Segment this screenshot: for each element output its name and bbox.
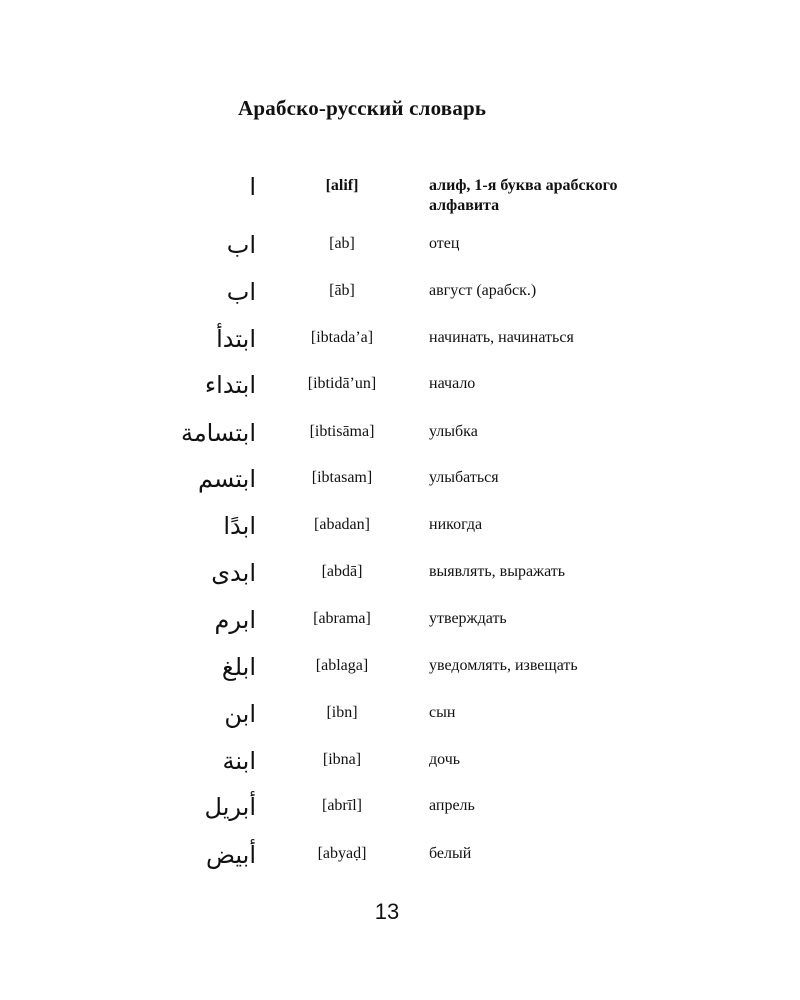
dictionary-entry <box>0 418 800 462</box>
transliteration: [abadan] <box>314 516 370 533</box>
dictionary-entry <box>0 464 800 508</box>
translation: уведомлять, извещать <box>429 657 578 674</box>
dictionary-entry <box>0 172 800 216</box>
arabic-word: أبريل <box>204 793 256 821</box>
dictionary-entry <box>0 370 800 414</box>
transliteration: [ablaga] <box>315 657 369 674</box>
arabic-word: اب <box>226 278 256 306</box>
translation: дочь <box>429 751 461 768</box>
translation: утверждать <box>429 610 507 627</box>
translation: белый <box>429 845 472 862</box>
arabic-word: ابلغ <box>221 653 256 681</box>
dictionary-entry <box>0 792 800 836</box>
arabic-word: ابن <box>224 700 256 728</box>
arabic-word: اب <box>226 231 256 259</box>
dictionary-entry <box>0 230 800 274</box>
translation: начало <box>429 375 476 392</box>
transliteration: [abyaḍ] <box>317 845 367 862</box>
dictionary-entry <box>0 324 800 368</box>
dictionary-entry <box>0 652 800 696</box>
transliteration: [abdā] <box>321 563 363 580</box>
dictionary-entry <box>0 699 800 743</box>
arabic-word: ابتسامة <box>180 419 256 447</box>
dictionary-entry <box>0 511 800 555</box>
dictionary-entry <box>0 558 800 602</box>
arabic-word: ابنة <box>222 747 256 775</box>
translation: апрель <box>429 797 475 814</box>
arabic-word: أبيض <box>206 841 256 869</box>
transliteration: [alif] <box>325 177 359 194</box>
transliteration: [āb] <box>329 282 355 299</box>
translation: улыбаться <box>429 469 499 486</box>
transliteration: [ibtisāma] <box>309 423 375 440</box>
translation: август (арабск.) <box>429 282 537 299</box>
transliteration: [abrīl] <box>322 797 362 814</box>
dictionary-entry <box>0 277 800 321</box>
translation: сын <box>429 704 456 721</box>
arabic-word: ابرم <box>214 606 256 634</box>
page-title: Арабско-русский словарь <box>238 96 487 120</box>
translation: никогда <box>429 516 483 533</box>
dictionary-entry <box>0 605 800 649</box>
arabic-word: ابتداء <box>204 371 256 399</box>
arabic-word: ابتسم <box>198 465 256 493</box>
transliteration: [ibtada’a] <box>310 329 374 346</box>
transliteration: [ibn] <box>326 704 358 721</box>
transliteration: [ab] <box>329 235 355 252</box>
translation: улыбка <box>429 423 478 440</box>
translation: выявлять, выражать <box>429 563 566 580</box>
translation: алиф, 1-я буква арабского алфавита <box>429 177 618 214</box>
page-number: 13 <box>374 899 400 924</box>
transliteration: [ibtasam] <box>311 469 373 486</box>
arabic-word: ابدًا <box>223 512 256 540</box>
transliteration: [ibna] <box>322 751 362 768</box>
dictionary-entry <box>0 840 800 884</box>
transliteration: [abrama] <box>313 610 371 627</box>
arabic-word: ابدى <box>211 559 256 587</box>
arabic-word: ابتدأ <box>216 325 256 353</box>
dictionary-entry <box>0 746 800 790</box>
arabic-word: ا <box>249 173 256 201</box>
transliteration: [ibtidā’un] <box>307 375 377 392</box>
translation: отец <box>429 235 460 252</box>
translation: начинать, начинаться <box>429 329 574 346</box>
